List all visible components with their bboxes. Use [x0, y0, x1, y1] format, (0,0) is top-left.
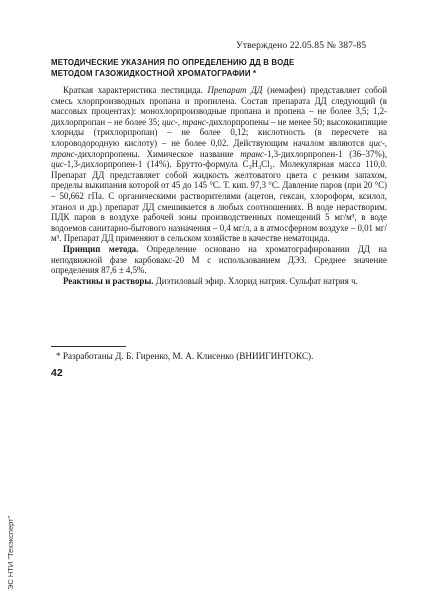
paragraph-characteristics — [51, 85, 387, 244]
characteristics-text-1: (немафен) представляет собой смесь хлорпроизводных пропана и пропилена. Состав препарата ДД следующий (в массовых процентах): монохлорпроизводные пропана и пропена – не более 3,5; 1,2-дихлорпропан – не более 35; — [51, 85, 387, 127]
paragraph-reagents — [51, 276, 387, 287]
side-stamp: ЭС НТИ "Техэксперт" — [6, 515, 15, 590]
characteristics-text-2: дихлорпропены – не менее 50; высококипящие хлориды (трихлорпропан) – не более 0,12; кислотность (в пересчете на хлороводородную кислоту) – не более 0,02. Действующим началом являются — [51, 116, 388, 148]
characteristics-text-3: дихлорпропены. Химическое название — [77, 148, 234, 159]
characteristics-text-5: 1,3-дихлорпропен-1 (14%). Брутто-формула C₃H₄Cl₂. Молекулярная масса 110,0. Препарат ДД представляет собой жидкость желтоватого цвета с резким запахом, пределы выкипания которой от 45 до 145 °С. Т. кип. 97,3 °С. Давление паров (при 20 °С) – 50,662 гПа. С органическими растворителями (ацетон, гексан, хлороформ, ксилол, этанол и др.) препарат ДД смешивается в любых соотношениях. В воде нерастворим. ПДК паров в воздухе рабочей зоны производственных помещений 5 мг/м³, в воде водоемов санитарно-бытового назначения – 0,4 мг/л, а в атмосферном воздухе – 0,01 мг/м³. Препарат ДД применяют в сельском хозяйстве в качестве нематоцида. — [51, 159, 387, 244]
trans-label-2: транс- — [51, 148, 78, 159]
reagents-heading: Реактивы и растворы. — [63, 275, 154, 286]
title-line-2: МЕТОДОМ ГАЗОЖИДКОСТНОЙ ХРОМАТОГРАФИИ * — [51, 68, 257, 78]
cis-label-1: цис-, — [161, 116, 180, 127]
document-title — [51, 58, 391, 79]
characteristics-text-4: 1,3-дихлорпропен-1 (36–37%), — [266, 148, 387, 159]
method-principle-heading: Принцип метода. — [63, 243, 139, 254]
document-body — [51, 85, 387, 286]
title-line-1: МЕТОДИЧЕСКИЕ УКАЗАНИЯ ПО ОПРЕДЕЛЕНИЮ ДД В ВОДЕ — [51, 58, 295, 67]
footnote-divider — [51, 346, 126, 347]
trans-label-3: транс- — [240, 148, 267, 159]
page-number: 42 — [51, 367, 63, 379]
cis-label-2: цис-, — [369, 137, 387, 148]
footnote: * Разработаны Д. Б. Гиренко, М. А. Клисенко (ВНИИГИНТОКС). — [56, 351, 314, 361]
paragraph-method-principle — [51, 244, 387, 276]
method-principle-text: Определение основано на хроматографировании ДД на неподвижной фазе карбовакс-20 М с использованием ДЭЗ. Среднее значение определения 87,6 ± 4,5%. — [51, 243, 387, 276]
cis-label-3: цис- — [51, 159, 67, 170]
characteristics-heading: Краткая характеристика пестицида. — [63, 85, 203, 95]
approval-line: Утверждено 22.05.85 № 387-85 — [236, 40, 367, 51]
drug-label: Препарат ДД — [207, 85, 263, 95]
reagents-text: Диэтиловый эфир. Хлорид натрия. Сульфат натрия ч. — [155, 275, 358, 286]
trans-label-1: транс- — [182, 116, 209, 127]
